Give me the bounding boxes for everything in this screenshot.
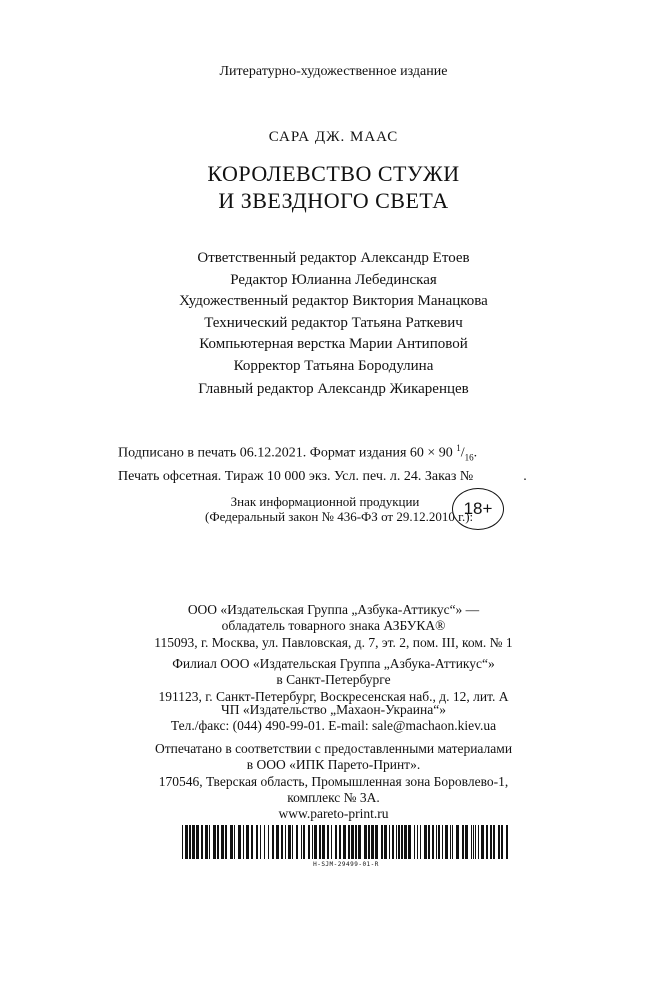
barcode-bar <box>225 825 227 859</box>
ukraine-line: ЧП «Издательство „Махаон-Украина“» <box>221 702 446 717</box>
barcode-bar <box>217 825 219 859</box>
chief-editor: Главный редактор Александр Жикаренцев <box>198 381 469 397</box>
barcode-bar <box>408 825 411 859</box>
barcode-bar <box>276 825 279 859</box>
publisher-line: обладатель товарного знака АЗБУКА® <box>221 618 446 634</box>
barcode-bar <box>251 825 253 859</box>
barcode-bar <box>432 825 434 859</box>
barcode-bar <box>268 825 269 859</box>
staff-credit-line: Компьютерная верстка Марии Антиповой <box>199 336 468 352</box>
printer-line: комплекс № 3А. <box>287 789 380 805</box>
barcode-bar <box>201 825 203 859</box>
print-run-text: Печать офсетная. Тираж 10 000 экз. Усл. печ. л. 24. Заказ № <box>118 469 474 485</box>
barcode-text: H-SJM-29499-01-R <box>313 861 379 868</box>
staff-credit-line: Художественный редактор Виктория Манацкова <box>179 293 488 309</box>
barcode-bar <box>401 825 403 859</box>
barcode-bar <box>281 825 283 859</box>
staff-credit-line: Технический редактор Татьяна Раткевич <box>204 314 463 331</box>
barcode-bar <box>256 825 258 859</box>
barcode-bar <box>375 825 378 859</box>
barcode-bar <box>209 825 210 859</box>
ukraine-block <box>0 702 667 735</box>
ukraine-line: Тел./факс: (044) 490-99-01. E-mail: sale@machaon.kiev.ua <box>170 718 497 734</box>
barcode-bar <box>196 825 199 859</box>
barcode-bar <box>264 825 265 859</box>
barcode-bar <box>381 825 383 859</box>
barcode-block <box>182 825 510 868</box>
publisher-block <box>0 602 667 651</box>
staff-credits <box>0 248 667 377</box>
barcode-bar <box>462 825 464 859</box>
barcode-bar <box>501 825 503 859</box>
barcode-bar <box>465 825 468 859</box>
barcode-bar <box>428 825 430 859</box>
barcode-bar <box>493 825 495 859</box>
barcode-bar <box>471 825 472 859</box>
barcode-bar <box>285 825 286 859</box>
info-label-line: Знак информационной продукции <box>230 494 420 509</box>
barcode-bar <box>292 825 293 859</box>
barcode-bar <box>322 825 325 859</box>
barcode-bar <box>456 825 459 859</box>
barcode-bar <box>414 825 415 859</box>
barcode-bar <box>189 825 191 859</box>
staff-credit-line: Ответственный редактор Александр Етоев <box>197 250 470 266</box>
barcode-bar <box>364 825 367 859</box>
barcode-bar <box>301 825 302 859</box>
barcode-bar <box>192 825 195 859</box>
barcode-bar <box>343 825 346 859</box>
barcode-bar <box>486 825 488 859</box>
branch-block <box>0 656 667 705</box>
print-details <box>118 439 558 486</box>
barcode-bar <box>420 825 421 859</box>
branch-line: 191123, г. Санкт-Петербург, Воскресенская наб., д. 12, лит. А <box>158 688 509 704</box>
barcode-bar <box>481 825 484 859</box>
barcode-bar <box>506 825 508 859</box>
publisher-line: ООО «Издательская Группа „Азбука-Аттикус“» — <box>187 602 480 617</box>
barcode-bar <box>246 825 249 859</box>
printer-line: в ООО «ИПК Парето-Принт». <box>246 757 421 773</box>
book-title <box>0 160 667 214</box>
barcode-bar <box>473 825 474 859</box>
barcode-bar <box>355 825 357 859</box>
barcode-bar <box>368 825 370 859</box>
barcode-bar <box>308 825 310 859</box>
book-title-line: КОРОЛЕВСТВО СТУЖИ <box>207 161 460 186</box>
printer-website: www.pareto-print.ru <box>278 806 389 822</box>
barcode-bar <box>358 825 361 859</box>
branch-line: Филиал ООО «Издательская Группа „Азбука-Аттикус“» <box>172 656 495 671</box>
barcode-bar <box>442 825 443 859</box>
publisher-line: 115093, г. Москва, ул. Павловская, д. 7, эт. 2, пом. III, ком. № 1 <box>154 634 513 650</box>
genre-label: Литературно-художественное издание <box>219 64 448 79</box>
branch-line: в Санкт-Петербурге <box>276 672 391 688</box>
book-title-line: И ЗВЕЗДНОГО СВЕТА <box>218 188 449 213</box>
staff-credit-line: Корректор Татьяна Бородулина <box>233 357 434 374</box>
barcode-bar <box>475 825 476 859</box>
barcode-bar <box>327 825 329 859</box>
barcode-bar <box>490 825 492 859</box>
print-format-text: Подписано в печать 06.12.2021. Формат издания 60 × 90 <box>118 445 453 461</box>
printer-line: Отпечатано в соответствии с предоставленными материалами <box>154 741 513 756</box>
barcode-bar <box>314 825 317 859</box>
barcode-bar <box>398 825 400 859</box>
barcode-bar <box>319 825 321 859</box>
age-rating-badge: 18+ <box>452 488 504 530</box>
barcode-bar <box>452 825 453 859</box>
author-name: САРА ДЖ. МААС <box>268 129 399 145</box>
barcode-bar <box>450 825 451 859</box>
barcode-bar <box>243 825 244 859</box>
barcode-bar <box>389 825 390 859</box>
barcode-bar <box>213 825 216 859</box>
barcode-bar <box>396 825 397 859</box>
staff-credit-line: Редактор Юлианна Лебединская <box>230 271 437 288</box>
barcode-bar <box>424 825 427 859</box>
barcode-bar <box>238 825 241 859</box>
barcode-bar <box>331 825 332 859</box>
barcode-bar <box>185 825 188 859</box>
barcode-bar <box>312 825 313 859</box>
barcode-bar <box>272 825 274 859</box>
printer-block <box>0 741 667 822</box>
print-line-1: Подписано в печать 06.12.2021. Формат издания 60 × 90 $^1/_{16}$. <box>118 443 478 463</box>
barcode-bar <box>303 825 305 859</box>
barcode-bar <box>221 825 224 859</box>
barcode-bar <box>335 825 337 859</box>
barcode-bar <box>498 825 500 859</box>
barcode-bar <box>182 825 183 859</box>
barcode-bar <box>230 825 233 859</box>
barcode-bar <box>296 825 298 859</box>
barcode-bar <box>438 825 440 859</box>
barcode-bar <box>351 825 354 859</box>
print-line-end: . <box>523 469 527 485</box>
barcode-bar <box>260 825 261 859</box>
barcode <box>182 825 510 859</box>
barcode-bar <box>371 825 374 859</box>
format-numerator: 1 <box>456 443 461 453</box>
info-label-line: (Федеральный закон № 436-ФЗ от 29.12.2010 г.): <box>205 509 474 524</box>
barcode-bar <box>348 825 350 859</box>
barcode-bar <box>392 825 394 859</box>
barcode-bar <box>445 825 448 859</box>
info-product-label <box>205 494 474 524</box>
barcode-bar <box>404 825 407 859</box>
print-line-2 <box>118 467 558 486</box>
barcode-bar <box>234 825 235 859</box>
barcode-bar <box>478 825 479 859</box>
barcode-bar <box>339 825 341 859</box>
printer-line: 170546, Тверская область, Промышленная зона Боровлево-1, <box>158 773 509 789</box>
format-denominator: 16 <box>464 452 474 463</box>
barcode-bar <box>417 825 418 859</box>
barcode-bar <box>288 825 291 859</box>
barcode-bar <box>205 825 208 859</box>
barcode-bar <box>384 825 387 859</box>
barcode-bar <box>436 825 437 859</box>
